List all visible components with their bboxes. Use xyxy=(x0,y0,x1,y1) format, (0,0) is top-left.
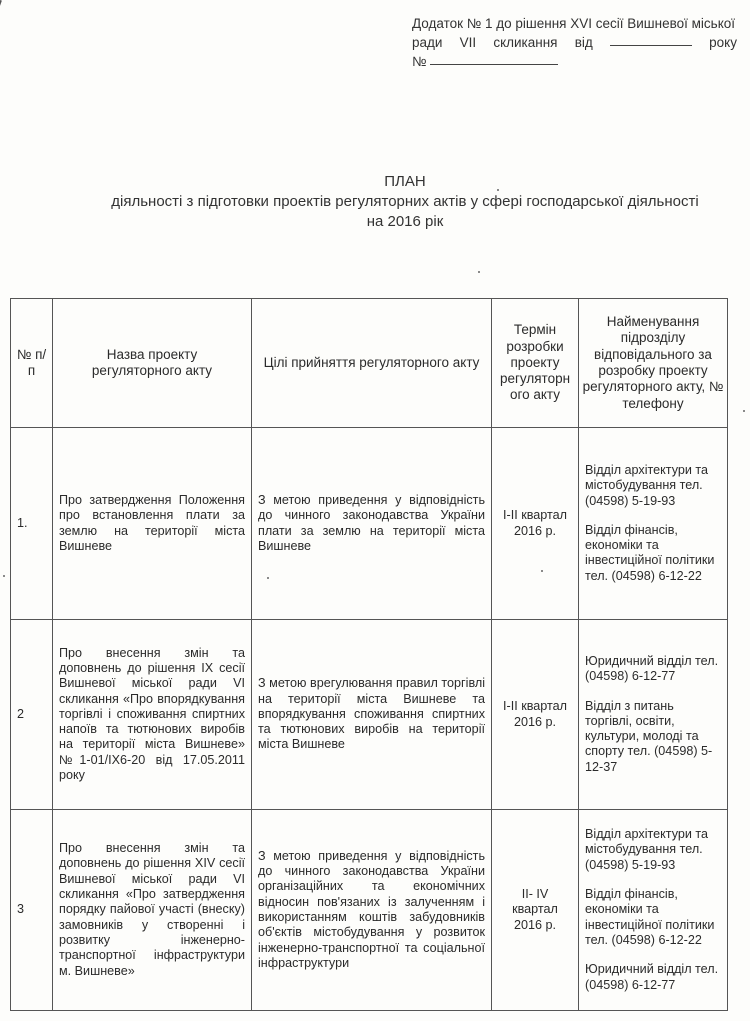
annex-text-from: від xyxy=(574,35,593,50)
row-goal: З метою приведення у відповідність до чинного законодавства України організаційних та економічних відносин пов'язаних із залученням і використанням коштів забудовників об'єктів містобудування у розвиток інженерно-транспортної та соціальної інфраструктури xyxy=(252,810,492,1011)
scan-speck xyxy=(3,575,5,577)
annex-line-2 xyxy=(412,33,737,52)
annex-line-1 xyxy=(412,14,737,33)
annex-text-1: Додаток № 1 до рішення XVI сесії Вишневої міської xyxy=(412,16,736,31)
scan-mark xyxy=(0,0,2,31)
header-term: Термін розробки проекту регуляторн ого акту xyxy=(492,299,579,428)
row-act-name: Про внесення змін та доповнень до рішення IX сесії Вишневої міської ради VI скликання «Про впорядкування торгівлі і споживання спиртних напоїв та тютюнових виробів на території міста Вишневе» №1-01/IX6-20 від 17.05.2011 року xyxy=(53,620,252,810)
annex-number-blank xyxy=(430,52,558,65)
table-row xyxy=(11,428,728,620)
header-act-name: Назва проекту регуляторного акту xyxy=(53,299,252,428)
row-department xyxy=(579,620,728,810)
annex-date-blank xyxy=(610,33,692,46)
row-number: 2 xyxy=(11,620,53,810)
scan-speck xyxy=(497,189,499,191)
header-number: № п/п xyxy=(11,299,53,428)
table-row xyxy=(11,810,728,1011)
title-plan: ПЛАН xyxy=(384,173,426,190)
row-term: I-II квартал 2016 р. xyxy=(492,620,579,810)
title-subtitle: діяльності з підготовки проектів регуляторних актів у сфері господарської діяльності xyxy=(111,193,699,210)
department-entry: Юридичний відділ тел. (04598) 6-12-77 xyxy=(585,962,719,992)
annex-text-convocation-number: VII xyxy=(459,35,477,50)
header-goals: Цілі прийняття регуляторного акту xyxy=(252,299,492,428)
table-row xyxy=(11,620,728,810)
scan-speck xyxy=(267,577,269,579)
scan-speck xyxy=(478,271,480,273)
table-header-row xyxy=(11,299,728,428)
row-goal: З метою врегулювання правил торгівлі на території міста Вишневе та впорядкування споживання спиртних та тютюнових виробів на території міста Вишневе xyxy=(252,620,492,810)
row-act-name: Про затвердження Положення про встановлення плати за землю на території міста Вишневе xyxy=(53,428,252,620)
scan-speck xyxy=(743,410,745,412)
department-entry: Відділ з питань торгівлі, освіти, культури, молоді та спорту тел. (04598) 5-12-37 xyxy=(585,698,713,774)
row-number: 1. xyxy=(11,428,53,620)
row-department xyxy=(579,428,728,620)
row-department xyxy=(579,810,728,1011)
department-entry: Юридичний відділ тел. (04598) 6-12-77 xyxy=(585,653,719,684)
annex-text-number-sign: № xyxy=(412,54,427,69)
regulatory-plan-table xyxy=(10,298,728,1011)
annex-text-year: року xyxy=(709,35,737,50)
annex-text-rady: ради xyxy=(412,35,443,50)
row-term: I-II квартал 2016 р. xyxy=(492,428,579,620)
annex-text-convocation: скликання xyxy=(493,35,558,50)
department-entry: Відділ фінансів, економіки та інвестиційної політики тел. (04598) 6-12-22 xyxy=(585,887,715,947)
annex-line-3 xyxy=(412,52,737,71)
row-term: II- IV квартал 2016 р. xyxy=(492,810,579,1011)
row-act-name: Про внесення змін та доповнень до рішення XIV сесії Вишневої міської ради VI скликання «Про затвердження порядку пайової участі (внеску) замовників у створенні і розвитку інженерно-транспортної інфраструктури м. Вишневе» xyxy=(53,810,252,1011)
row-number: 3 xyxy=(11,810,53,1011)
title-year: на 2016 рік xyxy=(366,213,444,230)
department-entry: Відділ архітектури та містобудування тел. (04598) 5-19-93 xyxy=(585,827,709,872)
annex-header xyxy=(412,14,737,71)
department-entry: Відділ фінансів, економіки та інвестиційної політики тел. (04598) 6-12-22 xyxy=(585,522,715,583)
header-department: Найменування підрозділу відповідального за розробку проекту регуляторного акту, № телефону xyxy=(579,299,728,428)
row-goal: З метою приведення у відповідність до чинного законодавства України плати за землю на території міста Вишневе xyxy=(252,428,492,620)
document-title xyxy=(60,172,750,232)
scan-speck xyxy=(541,570,543,572)
department-entry: Відділ архітектури та містобудування тел. (04598) 5-19-93 xyxy=(585,462,709,508)
